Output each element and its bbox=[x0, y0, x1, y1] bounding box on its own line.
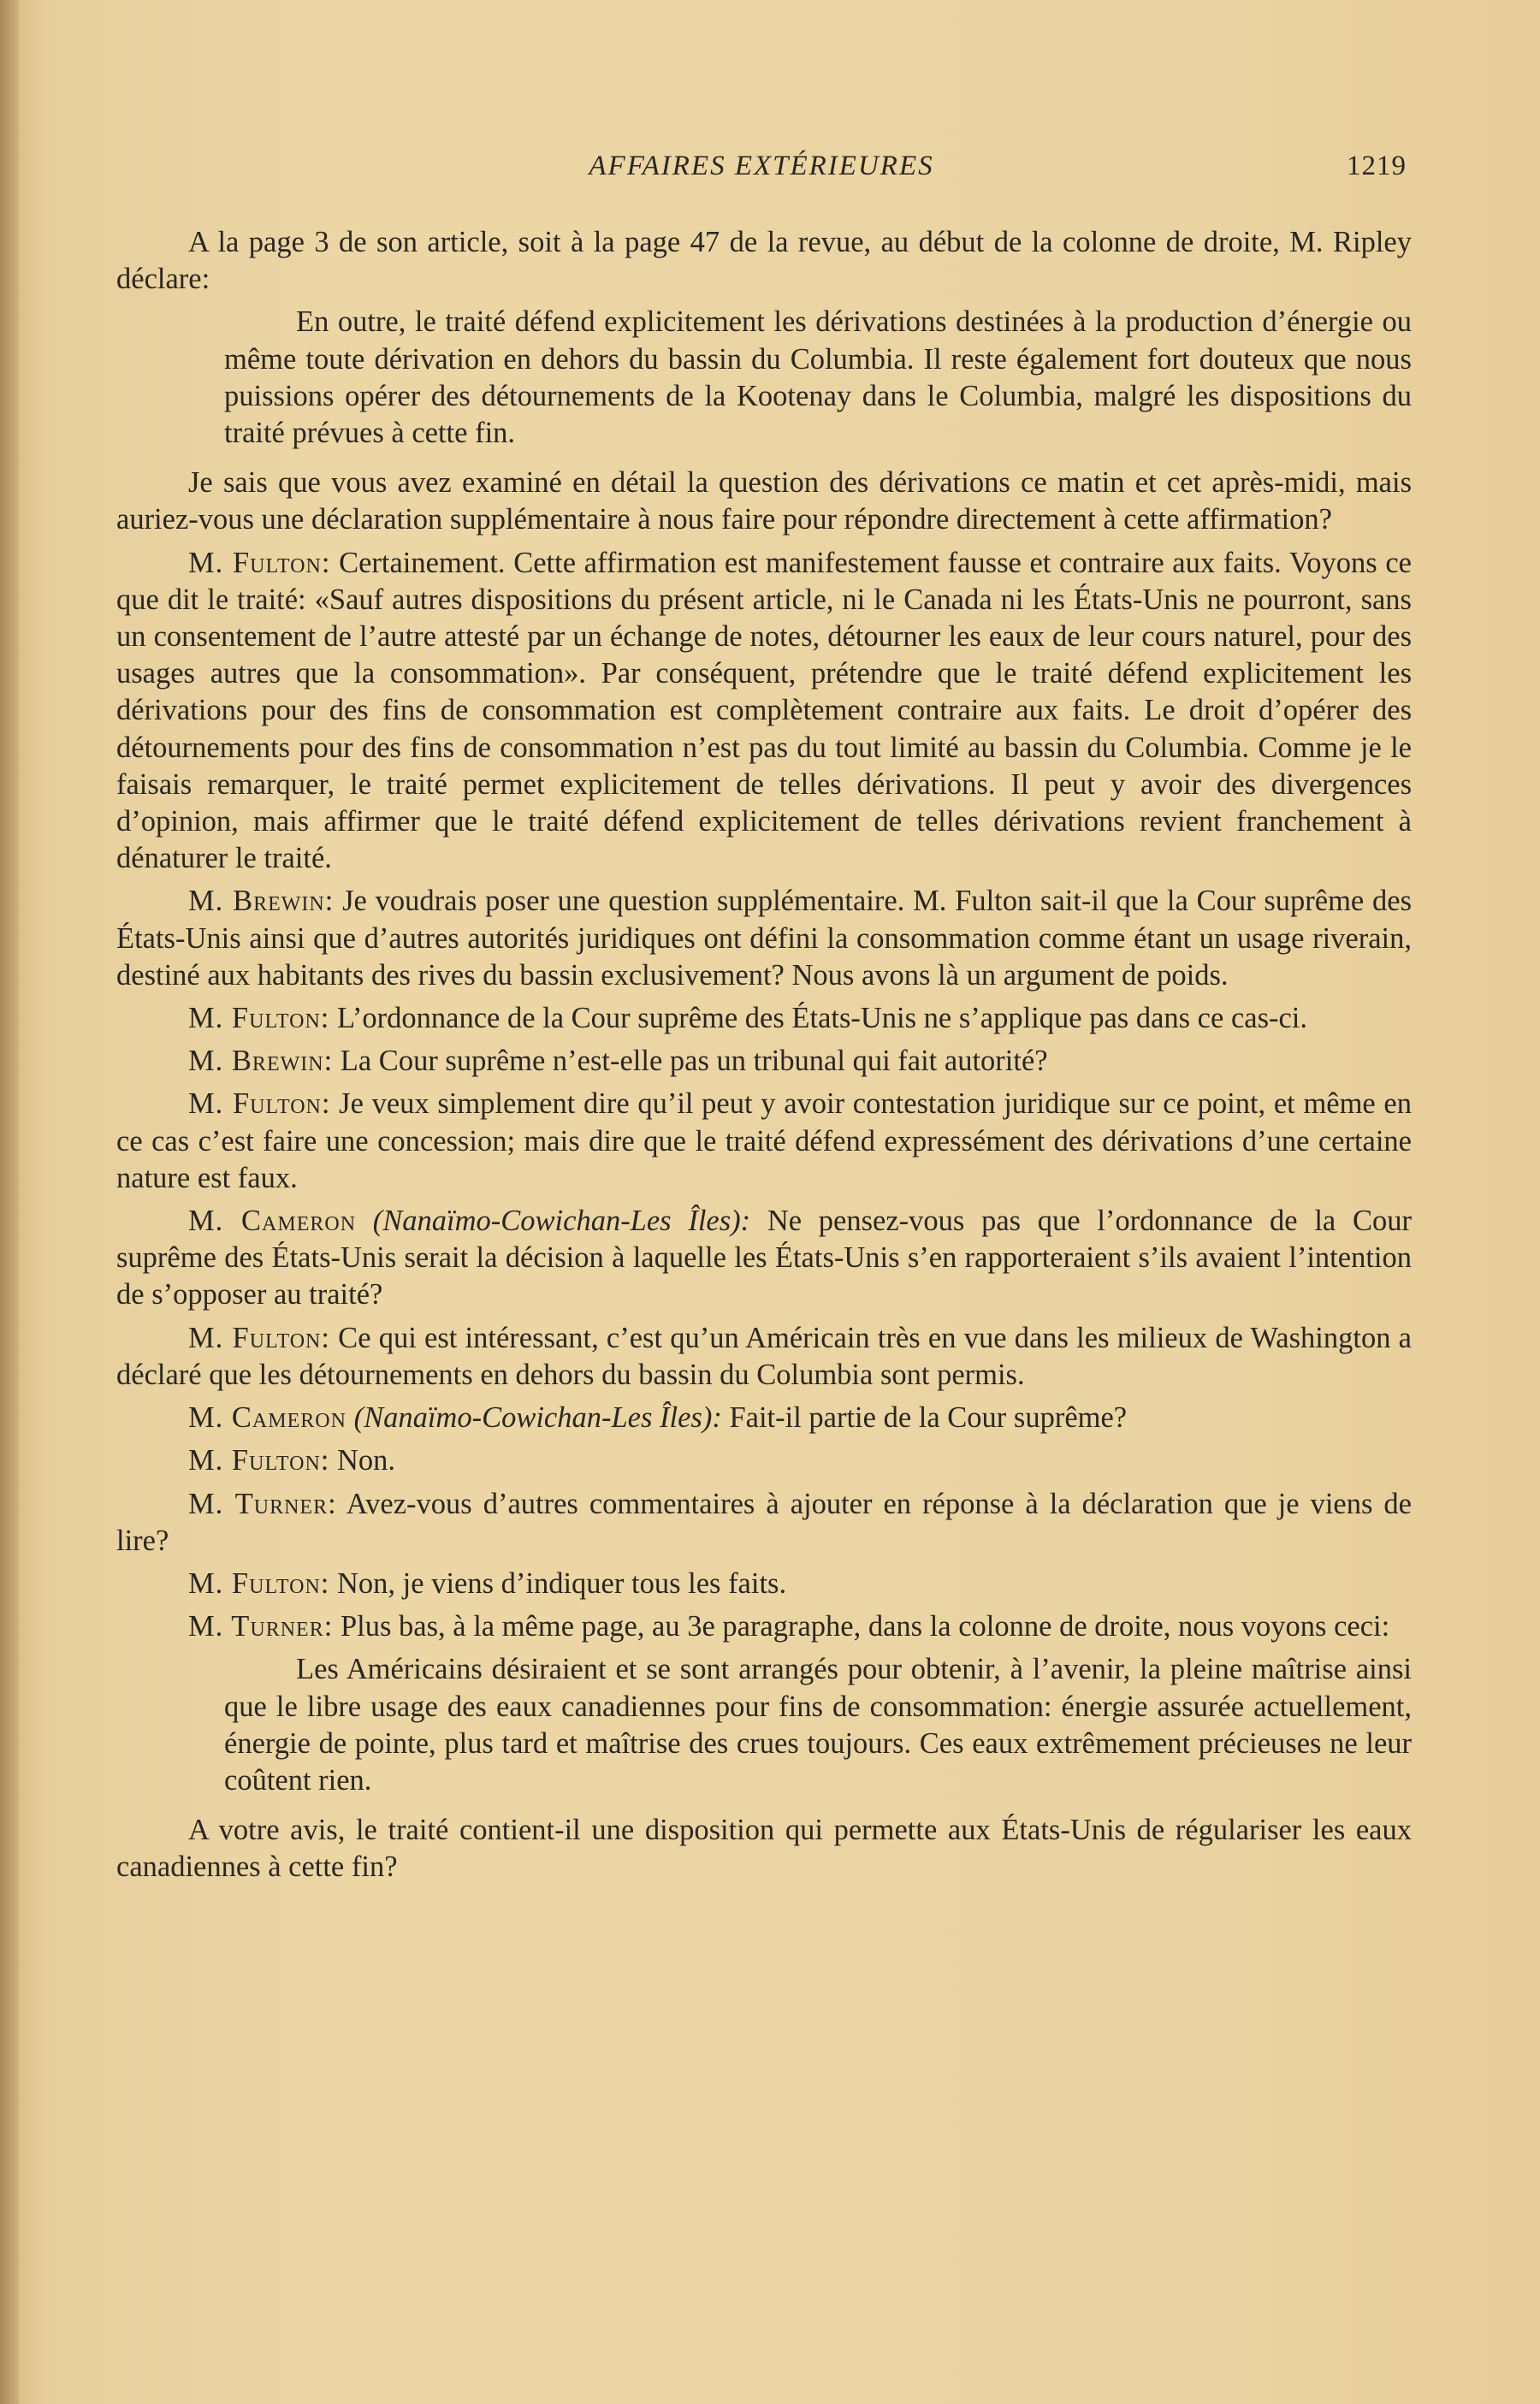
page-header bbox=[116, 151, 1407, 193]
speech-text: Non. bbox=[329, 1444, 396, 1477]
page-number: 1219 bbox=[1347, 151, 1407, 181]
speaker-name: M. Fulton: bbox=[188, 1321, 330, 1354]
speaker-name: M. Turner: bbox=[188, 1610, 334, 1643]
exchange-12 bbox=[116, 1608, 1412, 1645]
exchange-4 bbox=[116, 1043, 1412, 1080]
exchange-8 bbox=[116, 1400, 1412, 1436]
speaker-name: M. Fulton: bbox=[188, 1444, 330, 1477]
speaker-name: M. Brewin: bbox=[188, 885, 335, 918]
speech-text: Je voudrais poser une question supplémentaire. M. Fulton sait-il que la Cour suprême des États-Unis ainsi que d’autres autorités juridiques ont défini la consommation comme étant un usage riverain, destiné aux habitants des rives du bassin exclusivement? Nous avons là un argument de poids. bbox=[116, 885, 1412, 992]
speaker-riding: (Nanaïmo-Cowichan-Les Îles): bbox=[353, 1401, 722, 1435]
paragraph-question: Je sais que vous avez examiné en détail la question des dérivations ce matin et cet après-midi, mais auriez-vous une déclaration supplémentaire à nous faire pour répondre directement à cette affirmation? bbox=[116, 466, 1412, 536]
block-quote-2 bbox=[116, 1651, 1412, 1799]
exchange-9 bbox=[116, 1442, 1412, 1479]
speaker-name: M. Fulton: bbox=[188, 546, 331, 579]
exchange-7 bbox=[116, 1320, 1412, 1394]
speaker-name: M. Cameron bbox=[188, 1205, 357, 1238]
page-body bbox=[116, 224, 1412, 1892]
book-spine-shadow bbox=[0, 0, 19, 2404]
speech-text: Non, je viens d’indiquer tous les faits. bbox=[329, 1566, 787, 1600]
speaker-name: M. Fulton: bbox=[188, 1566, 330, 1600]
speech-text: L’ordonnance de la Cour suprême des États-Unis ne s’applique pas dans ce cas-ci. bbox=[329, 1002, 1308, 1035]
exchange-11 bbox=[116, 1566, 1412, 1602]
running-title: AFFAIRES EXTÉRIEURES bbox=[589, 151, 934, 181]
exchange-1 bbox=[116, 545, 1412, 878]
exchange-5 bbox=[116, 1086, 1412, 1197]
speech-text: Plus bas, à la même page, au 3e paragraphe, dans la colonne de droite, nous voyons ceci: bbox=[333, 1610, 1390, 1643]
paragraph-final-question: A votre avis, le traité contient-il une disposition qui permette aux États-Unis de régulariser les eaux canadiennes à cette fin? bbox=[116, 1814, 1412, 1884]
speech-text: Ce qui est intéressant, c’est qu’un Américain très en vue dans les milieux de Washington a déclaré que les détournements en dehors du bassin du Columbia sont permis. bbox=[116, 1321, 1412, 1391]
block-quote-1-text: En outre, le traité défend explicitement les dérivations destinées à la production d’énergie ou même toute dérivation en dehors du bassin du Columbia. Il reste également fort douteux que nous puissions opérer des détournements de la Kootenay dans le Columbia, malgré les dispositions du traité prévues à cette fin. bbox=[224, 305, 1412, 450]
speech-text: La Cour suprême n’est-elle pas un tribunal qui fait autorité? bbox=[333, 1045, 1048, 1078]
speaker-name: M. Brewin: bbox=[188, 1045, 334, 1078]
speaker-name: M. Cameron bbox=[188, 1401, 346, 1435]
block-quote-1 bbox=[116, 304, 1412, 452]
speech-text: Ne pensez-vous pas que l’ordonnance de la Cour suprême des États-Unis serait la décision à laquelle les États-Unis s’en rapporteraient s’ils avaient l’intention de s’opposer au traité? bbox=[116, 1205, 1412, 1312]
paragraph-intro: A la page 3 de son article, soit à la page 47 de la revue, au début de la colonne de droite, M. Ripley déclare: bbox=[116, 226, 1412, 296]
exchange-10 bbox=[116, 1486, 1412, 1560]
speaker-riding: (Nanaïmo-Cowichan-Les Îles): bbox=[372, 1205, 751, 1238]
exchange-2 bbox=[116, 883, 1412, 994]
exchange-6 bbox=[116, 1203, 1412, 1314]
speaker-name: M. Turner: bbox=[188, 1487, 337, 1520]
block-quote-2-text: Les Américains désiraient et se sont arrangés pour obtenir, à l’avenir, la pleine maîtrise ainsi que le libre usage des eaux canadiennes pour fins de consommation: énergie assurée actuellement, énergie de pointe, plus tard et maîtrise des crues toujours. Ces eaux extrêmement précieuses ne leur coûtent rien. bbox=[224, 1653, 1412, 1797]
speech-text: Certainement. Cette affirmation est manifestement fausse et contraire aux faits. Voyons ce que dit le traité: «Sauf autres dispositions du présent article, ni le Canada ni les États-Unis ne pourront, sans un consentement de l’autre attesté par un échange de notes, détourner les eaux de leur cours naturel, pour des usages autres que la consommation». Par conséquent, prétendre que le traité défend explicitement les dérivations pour des fins de consommation est complètement contraire aux faits. Le droit d’opérer des détournements pour des fins de consommation n’est pas du tout limité au bassin du Columbia. Comme je le faisais remarquer, le traité permet explicitement de telles dérivations. Il peut y avoir des divergences d’opinion, mais affirmer que le traité défend explicitement de telles dérivations revient franchement à dénaturer le traité. bbox=[116, 546, 1412, 875]
speech-text: Fait-il partie de la Cour suprême? bbox=[721, 1401, 1128, 1435]
exchange-3 bbox=[116, 1000, 1412, 1037]
speaker-name: M. Fulton: bbox=[188, 1002, 330, 1035]
speech-text: Avez-vous d’autres commentaires à ajouter en réponse à la déclaration que je viens de lire? bbox=[116, 1487, 1412, 1557]
speech-text: Je veux simplement dire qu’il peut y avoir contestation juridique sur ce point, et même en ce cas c’est faire une concession; mais dire que le traité défend expressément des dérivations d’une certaine nature est faux. bbox=[116, 1087, 1412, 1194]
speaker-name: M. Fulton: bbox=[188, 1087, 331, 1121]
